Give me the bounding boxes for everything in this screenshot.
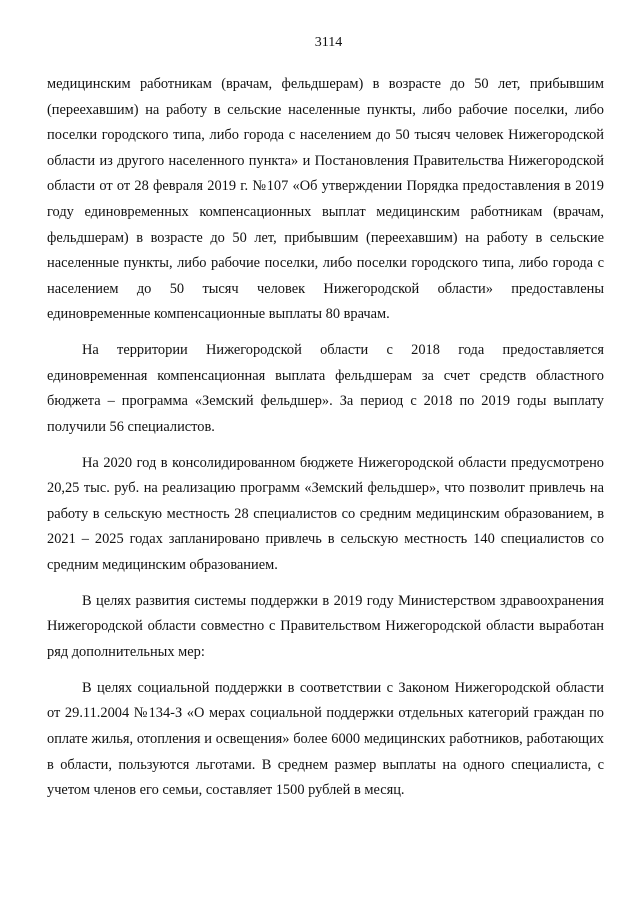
page-number: 3114 (314, 35, 343, 50)
paragraph-continuation: медицинским работникам (врачам, фельдшерам) в возрасте до 50 лет, прибывшим (переехавшим) на работу в сельские населенные пункты, либо рабочие поселки, либо поселки городского типа, либо города с населением до 50 тысяч человек Нижегородской области из другого населенного пункта» и Постановления Правительства Нижегородской области от от 28 февраля 2019 г. №107 «Об утверждении Порядка предоставления в 2019 году единовременных компенсационных выплат медицинским работникам (врачам, фельдшерам) в возрасте до 50 лет, прибывшим (переехавшим) на работу в сельские населенные пункты, либо рабочие поселки, либо поселки городского типа, либо города с населением до 50 тысяч человек Нижегородской области» предоставлены единовременные компенсационные выплаты 80 врачам. (47, 76, 604, 323)
paragraph-budget-2020: На 2020 год в консолидированном бюджете Нижегородской области предусмотрено 20,25 тыс. руб. на реализацию программ «Земский фельдшер», что позволит привлечь на работу в сельскую местность 28 специалистов со средним медицинским образованием, в 2021 – 2025 годах запланировано привлечь в сельскую местность 140 специалистов со средним медицинским образованием. (47, 454, 604, 574)
paragraph-support-measures: В целях развития системы поддержки в 2019 году Министерством здравоохранения Нижегородской области совместно с Правительством Нижегородской области выработан ряд дополнительных мер: (47, 592, 604, 661)
paragraph-zemsky-feldsher: На территории Нижегородской области с 2018 года предоставляется единовременная компенсационная выплата фельдшерам за счет средств областного бюджета – программа «Земский фельдшер». За период с 2018 по 2019 годы выплату получили 56 специалистов. (47, 342, 604, 435)
paragraph-social-support: В целях социальной поддержки в соответствии с Законом Нижегородской области от 29.11.2004 №134-З «О мерах социальной поддержки отдельных категорий граждан по оплате жилья, отопления и освещения» более 6000 медицинских работников, работающих в области, пользуются льготами. В среднем размер выплаты на одного специалиста, с учетом членов его семьи, составляет 1500 рублей в месяц. (47, 679, 604, 799)
